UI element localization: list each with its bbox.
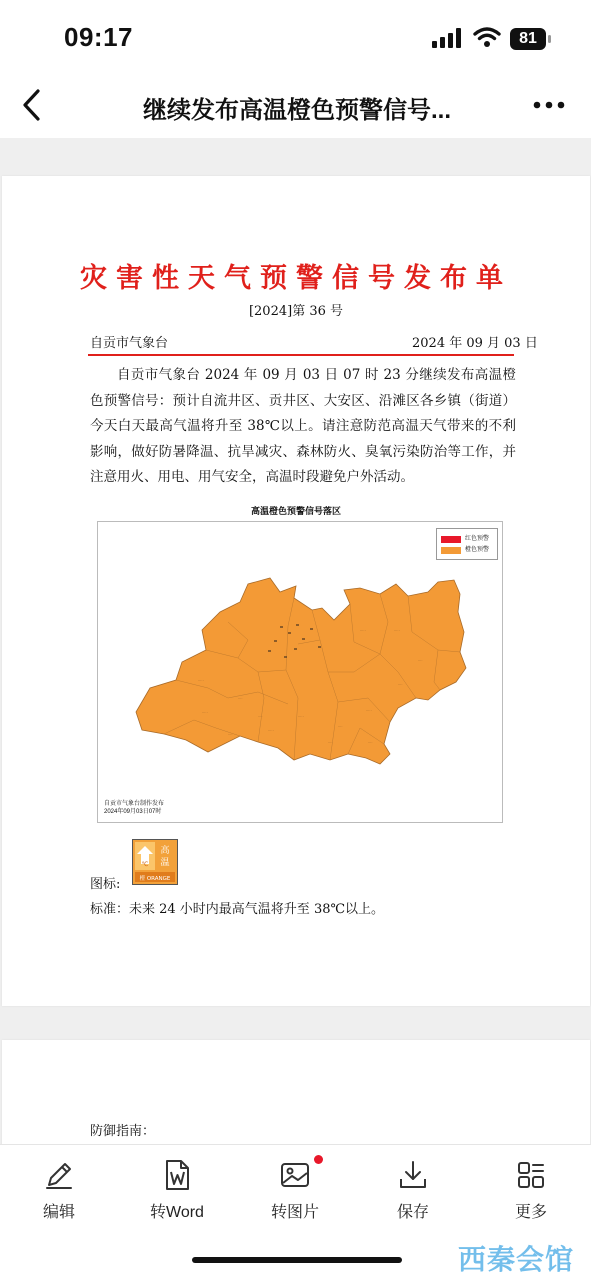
- to-image-button[interactable]: [245, 1159, 345, 1229]
- svg-text:高: 高: [160, 846, 170, 856]
- issue-date: 2024 年 09 月 03 日: [412, 336, 538, 351]
- svg-text:····: ····: [368, 741, 373, 745]
- save-button[interactable]: [363, 1159, 463, 1229]
- icon-label: 图标:: [90, 877, 121, 892]
- watermark-logo: 西秦会馆: [458, 1244, 575, 1275]
- document-title: 灾害性天气预警信号发布单: [80, 263, 512, 294]
- legend-item-red: 红色预警: [441, 535, 497, 544]
- wifi-icon: [473, 26, 501, 48]
- svg-text:·····: ·····: [202, 711, 208, 715]
- more-options-icon[interactable]: [532, 90, 566, 120]
- pencil-icon: [43, 1159, 75, 1191]
- save-label: 保存: [396, 1204, 429, 1221]
- edit-label: 编辑: [42, 1204, 75, 1221]
- map-caption: 高温橙色预警信号落区: [250, 506, 341, 516]
- edit-button[interactable]: [9, 1159, 109, 1229]
- defense-guide-label: 防御指南：: [90, 1124, 156, 1139]
- svg-text:·····: ·····: [298, 715, 304, 719]
- svg-text:····: ····: [338, 725, 343, 729]
- cellular-signal-icon: [432, 28, 464, 48]
- page-title: 继续发布高温橙色预警信号...: [142, 97, 451, 124]
- battery-icon: [510, 28, 552, 50]
- grid-icon: [515, 1159, 547, 1191]
- svg-text:····: ····: [228, 733, 233, 737]
- svg-text:····: ····: [238, 697, 243, 701]
- map-footer: 自贡市气象台制作发布 2024年09月03日07时: [104, 801, 165, 815]
- issuer-name: 自贡市气象台: [90, 336, 169, 351]
- svg-text:·····: ·····: [268, 729, 274, 733]
- red-divider: [88, 354, 514, 356]
- download-icon: [397, 1159, 429, 1191]
- document-page-1: [2, 176, 590, 1006]
- image-icon: [279, 1159, 311, 1191]
- word-doc-icon: [161, 1159, 193, 1191]
- more-label: 更多: [514, 1204, 547, 1221]
- svg-text:·····: ·····: [198, 679, 204, 683]
- notification-dot: [314, 1155, 323, 1164]
- legend-item-orange: 橙色预警: [441, 546, 497, 555]
- svg-text:·····: ·····: [394, 629, 400, 633]
- more-button[interactable]: [481, 1159, 581, 1229]
- svg-text:·····: ·····: [360, 629, 366, 633]
- svg-text:·····: ·····: [366, 709, 372, 713]
- document-number: [2024]第 36 号: [248, 304, 344, 319]
- heat-orange-warning-icon: [132, 839, 178, 885]
- home-indicator[interactable]: [192, 1257, 402, 1263]
- svg-text:····: ····: [258, 715, 263, 719]
- svg-text:温: 温: [160, 858, 170, 868]
- nav-bar: [0, 76, 591, 138]
- svg-text:····: ····: [398, 683, 403, 687]
- warning-standard-text: 标准：未来 24 小时内最高气温将升至 38℃以上。: [90, 902, 385, 917]
- svg-text:····: ····: [418, 659, 423, 663]
- svg-text:橙 ORANGE: 橙 ORANGE: [139, 876, 171, 882]
- map-region-shape: [98, 522, 502, 822]
- svg-text:℃: ℃: [141, 861, 149, 868]
- to-image-label: 转图片: [270, 1204, 319, 1221]
- to-word-button[interactable]: [127, 1159, 227, 1229]
- status-bar: [0, 0, 591, 76]
- svg-text:····: ····: [328, 741, 333, 745]
- warning-body-text: 自贡市气象台 2024 年 09 月 03 日 07 时 23 分继续发布高温橙色预警信号：预计自流井区、贡井区、大安区、沿滩区各乡镇（街道）今天白天最高气温将升至 38℃以上。请注意防范高温天气带来的不利影响，做好防暑降温、抗旱减灾、森林防火、臭氧污染防治等工作，并注意用火、用电、用气安全，高温时段避免户外活动。: [90, 367, 516, 485]
- document-page-2: [2, 1040, 590, 1150]
- to-word-label: 转Word: [150, 1204, 204, 1221]
- status-time: 09:17: [64, 22, 133, 52]
- warning-area-map: [97, 521, 503, 823]
- map-legend: [436, 528, 498, 560]
- back-arrow-icon[interactable]: [18, 88, 48, 122]
- battery-level: 81: [510, 28, 546, 50]
